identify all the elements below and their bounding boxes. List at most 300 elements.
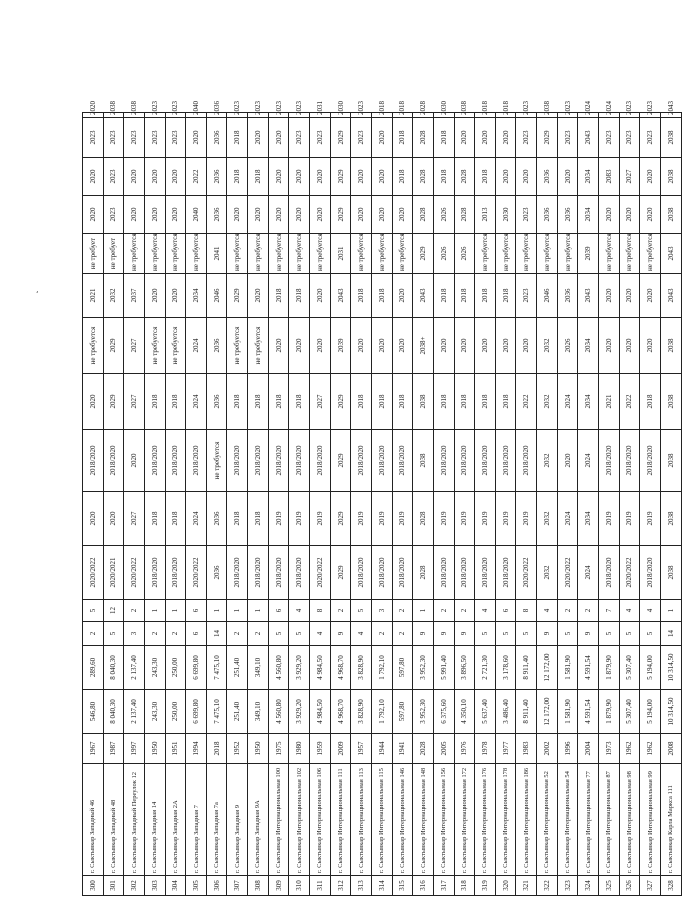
table-cell-p9: 2083 — [599, 158, 620, 196]
table-cell-entr: 6 — [268, 600, 289, 622]
table-cell-p2: 2018 — [227, 492, 248, 546]
table-cell-area: 3 929,20 — [289, 690, 310, 734]
table-cell-p7: 2043 — [660, 234, 681, 274]
table-cell-p7: 2039 — [578, 234, 599, 274]
table-cell-floors: 5 — [619, 622, 640, 646]
table-cell-year: 2005 — [433, 734, 454, 764]
table-cell-area2: 5 307,40 — [619, 646, 640, 690]
table-cell-p1: 2018/2020 — [495, 546, 516, 600]
table-cell-p11: 2030 — [433, 113, 454, 118]
table-cell-entr: 4 — [619, 600, 640, 622]
table-cell-p6: 2043 — [660, 274, 681, 318]
table-cell-year: 1944 — [371, 734, 392, 764]
table-cell-area: 4 968,70 — [330, 690, 351, 734]
table-cell-p10: 2023 — [640, 118, 661, 158]
table-cell-area: 546,80 — [83, 690, 104, 734]
table-cell-p9: 2028 — [454, 158, 475, 196]
table-cell-p3: 2018/2020 — [83, 430, 104, 492]
table-cell-addr: г. Сыктывкар Интернациональная 148 — [413, 764, 434, 876]
table-cell-p3: 2018/2020 — [516, 430, 537, 492]
table-cell-floors: 5 — [640, 622, 661, 646]
table-cell-year: 1962 — [619, 734, 640, 764]
table-cell-addr: г. Сыктывкар Западный 46 — [83, 764, 104, 876]
table-cell-area2: 1 879,90 — [599, 646, 620, 690]
table-cell-entr: 2 — [578, 600, 599, 622]
table-cell-p11: 2023 — [248, 113, 269, 118]
table-cell-floors: 2 — [371, 622, 392, 646]
table-cell-addr: г. Сыктывкар Западная 7а — [206, 764, 227, 876]
table-cell-p6: 2018 — [433, 274, 454, 318]
table-cell-p11: 2023 — [619, 113, 640, 118]
table-row — [289, 113, 310, 896]
table-cell-addr: г. Сыктывкар Интернациональная 102 — [289, 764, 310, 876]
table-cell-p2: 2019 — [495, 492, 516, 546]
table-cell-p9: 2020 — [495, 158, 516, 196]
table-cell-p11: 2018 — [475, 113, 496, 118]
table-cell-p1: 2020/2022 — [83, 546, 104, 600]
table-cell-p5: 2020 — [640, 318, 661, 374]
table-cell-p8: 2013 — [475, 196, 496, 234]
table-cell-floors: 5 — [495, 622, 516, 646]
table-cell-p3: 2018/2020 — [371, 430, 392, 492]
table-cell-floors: 4 — [310, 622, 331, 646]
table-cell-p10: 2020 — [454, 118, 475, 158]
table-row — [599, 113, 620, 896]
table-cell-p11: 2023 — [640, 113, 661, 118]
table-cell-p10: 2018 — [392, 118, 413, 158]
table-cell-p11: 2024 — [599, 113, 620, 118]
table-cell-area2: 1 581,90 — [557, 646, 578, 690]
table-cell-p4: 2018 — [289, 374, 310, 430]
table-cell-p5: не требуется — [144, 318, 165, 374]
table-cell-p6: 2020 — [392, 274, 413, 318]
table-cell-n: 307 — [227, 876, 248, 896]
table-cell-area: 251,40 — [227, 690, 248, 734]
table-cell-p11: 2020 — [83, 113, 104, 118]
table-cell-n: 304 — [165, 876, 186, 896]
table-cell-floors: 4 — [351, 622, 372, 646]
table-cell-p11: 2038 — [454, 113, 475, 118]
table-cell-p5: 2020 — [619, 318, 640, 374]
table-cell-p4: 2020 — [83, 374, 104, 430]
table-cell-p9: 2020 — [83, 158, 104, 196]
table-cell-p11: 2023 — [557, 113, 578, 118]
table-cell-entr: 5 — [83, 600, 104, 622]
table-cell-area2: 6 699,80 — [186, 646, 207, 690]
table-cell-p10: 2023 — [351, 118, 372, 158]
table-cell-p11: 2038 — [103, 113, 124, 118]
table-cell-addr: г. Сыктывкар Интернациональная 186 — [516, 764, 537, 876]
table-cell-p2: 2034 — [578, 492, 599, 546]
table-cell-p1: 2032 — [537, 546, 558, 600]
table-cell-p2: 2019 — [310, 492, 331, 546]
table-cell-p7: не требуется — [351, 234, 372, 274]
table-cell-year: 1951 — [165, 734, 186, 764]
table-cell-p7: не требуется — [475, 234, 496, 274]
table-cell-entr: 4 — [537, 600, 558, 622]
table-cell-addr: г. Сыктывкар Западная 2А — [165, 764, 186, 876]
table-cell-floors: 2 — [248, 622, 269, 646]
table-cell-area: 1 792,10 — [371, 690, 392, 734]
table-cell-p10: 2023 — [124, 118, 145, 158]
table-cell-area: 2 137,40 — [124, 690, 145, 734]
table-row — [454, 113, 475, 896]
table-cell-area: 4 560,80 — [268, 690, 289, 734]
table-cell-p9: 2020 — [165, 158, 186, 196]
table-row — [433, 113, 454, 896]
table-cell-p6: 2046 — [537, 274, 558, 318]
table-cell-p3: 2018/2020 — [475, 430, 496, 492]
table-cell-p8: 2023 — [103, 196, 124, 234]
table-cell-p5: не требуется — [227, 318, 248, 374]
table-cell-n: 312 — [330, 876, 351, 896]
table-cell-p2: 2018 — [248, 492, 269, 546]
table-cell-area2: 250,00 — [165, 646, 186, 690]
table-cell-p8: 2020 — [640, 196, 661, 234]
table-cell-floors: 2 — [227, 622, 248, 646]
table-cell-area: 6 699,80 — [186, 690, 207, 734]
table-cell-year: 1959 — [310, 734, 331, 764]
table-cell-p11: 2040 — [186, 113, 207, 118]
table-cell-n: 310 — [289, 876, 310, 896]
table-cell-addr: г. Сыктывкар Интернациональная 156 — [433, 764, 454, 876]
table-cell-year: 2028 — [413, 734, 434, 764]
table-cell-p3: 2020 — [124, 430, 145, 492]
table-cell-p1: 2018/2020 — [144, 546, 165, 600]
table-cell-p9: 2018 — [433, 158, 454, 196]
rotated-sheet — [82, 101, 682, 896]
table-cell-n: 325 — [599, 876, 620, 896]
table-cell-floors: 2 — [83, 622, 104, 646]
table-cell-p2: 2027 — [124, 492, 145, 546]
table-cell-floors: 5 — [516, 622, 537, 646]
table-cell-p7: не требуется — [619, 234, 640, 274]
table-cell-p10: 2023 — [103, 118, 124, 158]
table-cell-p11: 2028 — [413, 113, 434, 118]
table-cell-area: 597,80 — [392, 690, 413, 734]
table-cell-p1: 2018/2020 — [165, 546, 186, 600]
table-cell-p8: 2020 — [144, 196, 165, 234]
table-cell-p9: 2029 — [330, 158, 351, 196]
table-cell-p11: 2018 — [495, 113, 516, 118]
table-cell-area2: 2 721,30 — [475, 646, 496, 690]
table-cell-p4: 2018 — [454, 374, 475, 430]
table-cell-p8: 2036 — [557, 196, 578, 234]
table-cell-p5: 2027 — [124, 318, 145, 374]
table-cell-p4: 2018 — [640, 374, 661, 430]
table-cell-p6: 2018 — [351, 274, 372, 318]
table-cell-p5: 2036 — [206, 318, 227, 374]
table-cell-area2: 10 314,50 — [660, 646, 681, 690]
table-cell-p2: 2024 — [557, 492, 578, 546]
table-cell-p2: 2024 — [186, 492, 207, 546]
table-cell-p1: 2018/2020 — [289, 546, 310, 600]
table-cell-p4: 2032 — [537, 374, 558, 430]
table-cell-floors: 2 — [144, 622, 165, 646]
table-cell-p11: 2023 — [351, 113, 372, 118]
table-cell-addr: г. Сыктывкар Интернациональная 98 — [619, 764, 640, 876]
table-cell-area2: 8 040,30 — [103, 646, 124, 690]
table-cell-p2: 2018 — [144, 492, 165, 546]
table-cell-p8: 2020 — [371, 196, 392, 234]
table-cell-p5: 2020 — [351, 318, 372, 374]
table-cell-p9: 2018 — [392, 158, 413, 196]
table-cell-floors: 2 — [165, 622, 186, 646]
table-cell-p8: 2034 — [578, 196, 599, 234]
table-cell-p7: не требуется — [495, 234, 516, 274]
table-cell-p1: 2036 — [206, 546, 227, 600]
table-cell-p3: 2038 — [660, 430, 681, 492]
table-cell-p10: 2023 — [310, 118, 331, 158]
table-cell-p2: 2029 — [330, 492, 351, 546]
table-cell-n: 306 — [206, 876, 227, 896]
table-cell-p3: 2018/2020 — [640, 430, 661, 492]
table-cell-floors: 9 — [433, 622, 454, 646]
table-cell-p5: не требуется — [83, 318, 104, 374]
table-cell-p1: 2018/2020 — [433, 546, 454, 600]
table-cell-p5: 2032 — [537, 318, 558, 374]
table-cell-p4: 2018 — [351, 374, 372, 430]
table-cell-entr: 2 — [454, 600, 475, 622]
table-cell-p6: 2020 — [144, 274, 165, 318]
table-cell-p6: 2043 — [578, 274, 599, 318]
table-cell-p9: 2020 — [310, 158, 331, 196]
table-cell-p2: 2028 — [413, 492, 434, 546]
table-cell-addr: г. Сыктывкар Интернациональная 106 — [310, 764, 331, 876]
table-cell-p6: 2036 — [557, 274, 578, 318]
table-cell-n: 328 — [660, 876, 681, 896]
table-cell-p2: 2019 — [516, 492, 537, 546]
table-cell-p8: 2020 — [268, 196, 289, 234]
table-cell-p7: не требуется — [557, 234, 578, 274]
table-cell-floors: 3 — [124, 622, 145, 646]
table-cell-p8: 2020 — [227, 196, 248, 234]
table-cell-p6: 2034 — [186, 274, 207, 318]
table-cell-p1: 2018/2020 — [599, 546, 620, 600]
table-cell-p10: 2023 — [599, 118, 620, 158]
table-cell-year: 1957 — [351, 734, 372, 764]
table-cell-n: 318 — [454, 876, 475, 896]
table-cell-p11: 2018 — [392, 113, 413, 118]
table-cell-entr: 1 — [144, 600, 165, 622]
table-cell-p1: 2024 — [578, 546, 599, 600]
table-cell-p9: 2020 — [144, 158, 165, 196]
table-cell-entr: 2 — [557, 600, 578, 622]
table-cell-addr: г. Сыктывкар Интернациональная 87 — [599, 764, 620, 876]
table-wrapper — [82, 101, 682, 896]
table-cell-p7: не требуется — [268, 234, 289, 274]
table-row — [640, 113, 661, 896]
table-cell-p8: 2023 — [516, 196, 537, 234]
table-cell-area: 3 486,40 — [495, 690, 516, 734]
table-row — [310, 113, 331, 896]
table-cell-year: 1978 — [475, 734, 496, 764]
table-cell-addr: г. Сыктывкар Интернациональная 113 — [351, 764, 372, 876]
table-cell-p3: 2018/2020 — [103, 430, 124, 492]
table-cell-p9: 2038 — [660, 158, 681, 196]
table-cell-p4: 2022 — [516, 374, 537, 430]
table-cell-p1: 2018/2020 — [454, 546, 475, 600]
table-cell-area2: 12 172,00 — [537, 646, 558, 690]
table-cell-addr: г. Сыктывкар Западная 9 — [227, 764, 248, 876]
table-cell-p1: 2028 — [413, 546, 434, 600]
table-cell-p5: 2029 — [103, 318, 124, 374]
table-cell-p3: 2038 — [413, 430, 434, 492]
table-cell-p3: не требуется — [206, 430, 227, 492]
table-cell-p3: 2020 — [557, 430, 578, 492]
table-cell-p5: 2020 — [495, 318, 516, 374]
table-cell-year: 1996 — [557, 734, 578, 764]
table-cell-p10: 2043 — [578, 118, 599, 158]
table-cell-p4: 2029 — [103, 374, 124, 430]
table-cell-p9: 2020 — [557, 158, 578, 196]
table-cell-p6: 2020 — [248, 274, 269, 318]
table-cell-n: 313 — [351, 876, 372, 896]
table-cell-p4: 2018 — [433, 374, 454, 430]
table-cell-p3: 2018/2020 — [227, 430, 248, 492]
table-cell-n: 323 — [557, 876, 578, 896]
table-cell-addr: г. Сыктывкар Интернациональная 99 — [640, 764, 661, 876]
table-cell-entr: 1 — [248, 600, 269, 622]
table-cell-addr: г. Сыктывкар Интернациональная 100 — [268, 764, 289, 876]
table-cell-p2: 2019 — [454, 492, 475, 546]
table-cell-p9: 2022 — [186, 158, 207, 196]
table-cell-floors: 5 — [599, 622, 620, 646]
table-cell-p5: не требуется — [248, 318, 269, 374]
table-cell-p8: 2038 — [660, 196, 681, 234]
table-cell-p9: 2020 — [268, 158, 289, 196]
table-cell-p11: 2023 — [289, 113, 310, 118]
table-cell-entr: 1 — [227, 600, 248, 622]
table-cell-floors: 9 — [537, 622, 558, 646]
table-row — [392, 113, 413, 896]
table-cell-entr: 1 — [660, 600, 681, 622]
table-cell-area: 1 879,90 — [599, 690, 620, 734]
table-cell-p8: 2020 — [619, 196, 640, 234]
table-cell-n: 326 — [619, 876, 640, 896]
table-cell-p5: 2039 — [330, 318, 351, 374]
table-cell-p1: 2020/2022 — [619, 546, 640, 600]
table-cell-p10: 2018 — [227, 118, 248, 158]
table-cell-area: 8 040,30 — [103, 690, 124, 734]
table-cell-p7: 2026 — [433, 234, 454, 274]
table-cell-p8: 2020 — [599, 196, 620, 234]
table-cell-p8: 2020 — [289, 196, 310, 234]
table-cell-p5: 2034 — [578, 318, 599, 374]
table-row — [371, 113, 392, 896]
table-cell-p4: 2018 — [495, 374, 516, 430]
table-cell-p6: 2018 — [495, 274, 516, 318]
table-cell-p11: 2023 — [227, 113, 248, 118]
table-cell-p10: 2028 — [413, 118, 434, 158]
table-cell-entr: 6 — [186, 600, 207, 622]
table-cell-area2: 2 137,40 — [124, 646, 145, 690]
table-cell-area2: 3 896,50 — [454, 646, 475, 690]
table-cell-p4: 2036 — [206, 374, 227, 430]
table-cell-addr: г. Сыктывкар Западная 7 — [186, 764, 207, 876]
table-cell-entr: 1 — [206, 600, 227, 622]
table-cell-area2: 5 194,00 — [640, 646, 661, 690]
table-cell-area: 1 581,90 — [557, 690, 578, 734]
table-cell-area2: 597,80 — [392, 646, 413, 690]
table-cell-p1: 2018/2020 — [475, 546, 496, 600]
table-cell-n: 300 — [83, 876, 104, 896]
table-cell-entr: 1 — [165, 600, 186, 622]
table-cell-p2: 2019 — [351, 492, 372, 546]
table-cell-p8: 2020 — [248, 196, 269, 234]
table-cell-n: 315 — [392, 876, 413, 896]
table-cell-area2: 5 991,40 — [433, 646, 454, 690]
table-row — [248, 113, 269, 896]
table-cell-p4: 2018 — [248, 374, 269, 430]
table-cell-p6: 2020 — [640, 274, 661, 318]
table-cell-p4: 2018 — [165, 374, 186, 430]
table-cell-p1: 2020/2022 — [124, 546, 145, 600]
table-cell-p11: 2023 — [165, 113, 186, 118]
table-row — [413, 113, 434, 896]
table-cell-p4: 2027 — [310, 374, 331, 430]
table-cell-area: 12 172,00 — [537, 690, 558, 734]
table-cell-area: 4 350,10 — [454, 690, 475, 734]
table-cell-p8: 2030 — [495, 196, 516, 234]
table-cell-p2: 2019 — [599, 492, 620, 546]
table-cell-n: 327 — [640, 876, 661, 896]
table-cell-p10: 2020 — [475, 118, 496, 158]
table-cell-p2: 2038 — [660, 492, 681, 546]
table-cell-entr: 4 — [289, 600, 310, 622]
table-cell-p9: 2018 — [248, 158, 269, 196]
table-cell-addr: г. Сыктывкар Западная 14 — [144, 764, 165, 876]
table-cell-p8: 2020 — [351, 196, 372, 234]
table-cell-p5: 2020 — [599, 318, 620, 374]
table-cell-area2: 4 984,50 — [310, 646, 331, 690]
table-cell-p5: 2024 — [186, 318, 207, 374]
table-cell-addr: г. Сыктывкар Интернациональная 146 — [392, 764, 413, 876]
table-cell-p6: 2037 — [124, 274, 145, 318]
table-cell-p1: 2020/2022 — [186, 546, 207, 600]
table-cell-p10: 2018 — [433, 118, 454, 158]
table-cell-addr: г. Сыктывкар Интернациональная 54 — [557, 764, 578, 876]
table-cell-p2: 2018 — [165, 492, 186, 546]
table-cell-year: 1950 — [144, 734, 165, 764]
table-cell-p1: 2020/2022 — [516, 546, 537, 600]
table-cell-p11: 2038 — [537, 113, 558, 118]
table-cell-p7: не требует — [103, 234, 124, 274]
table-cell-p1: 2018/2020 — [248, 546, 269, 600]
table-cell-entr: 2 — [124, 600, 145, 622]
table-cell-p7: не требуется — [248, 234, 269, 274]
table-cell-year: 1962 — [640, 734, 661, 764]
table-cell-p5: 2020 — [310, 318, 331, 374]
table-cell-area2: 8 911,40 — [516, 646, 537, 690]
table-cell-p7: 2026 — [454, 234, 475, 274]
table-cell-p1: 2018/2020 — [640, 546, 661, 600]
table-cell-p1: 2020/2022 — [310, 546, 331, 600]
table-cell-p9: 2036 — [206, 158, 227, 196]
table-cell-p9: 2027 — [619, 158, 640, 196]
table-cell-p8: 2020 — [83, 196, 104, 234]
table-cell-p10: 2023 — [83, 118, 104, 158]
table-cell-n: 311 — [310, 876, 331, 896]
table-cell-p7: не требуется — [310, 234, 331, 274]
table-row — [268, 113, 289, 896]
table-cell-area2: 4 968,70 — [330, 646, 351, 690]
table-cell-p5: 2020 — [289, 318, 310, 374]
table-cell-p3: 2018/2020 — [310, 430, 331, 492]
table-row — [83, 113, 104, 896]
table-cell-p2: 2019 — [433, 492, 454, 546]
table-cell-p10: 2023 — [516, 118, 537, 158]
